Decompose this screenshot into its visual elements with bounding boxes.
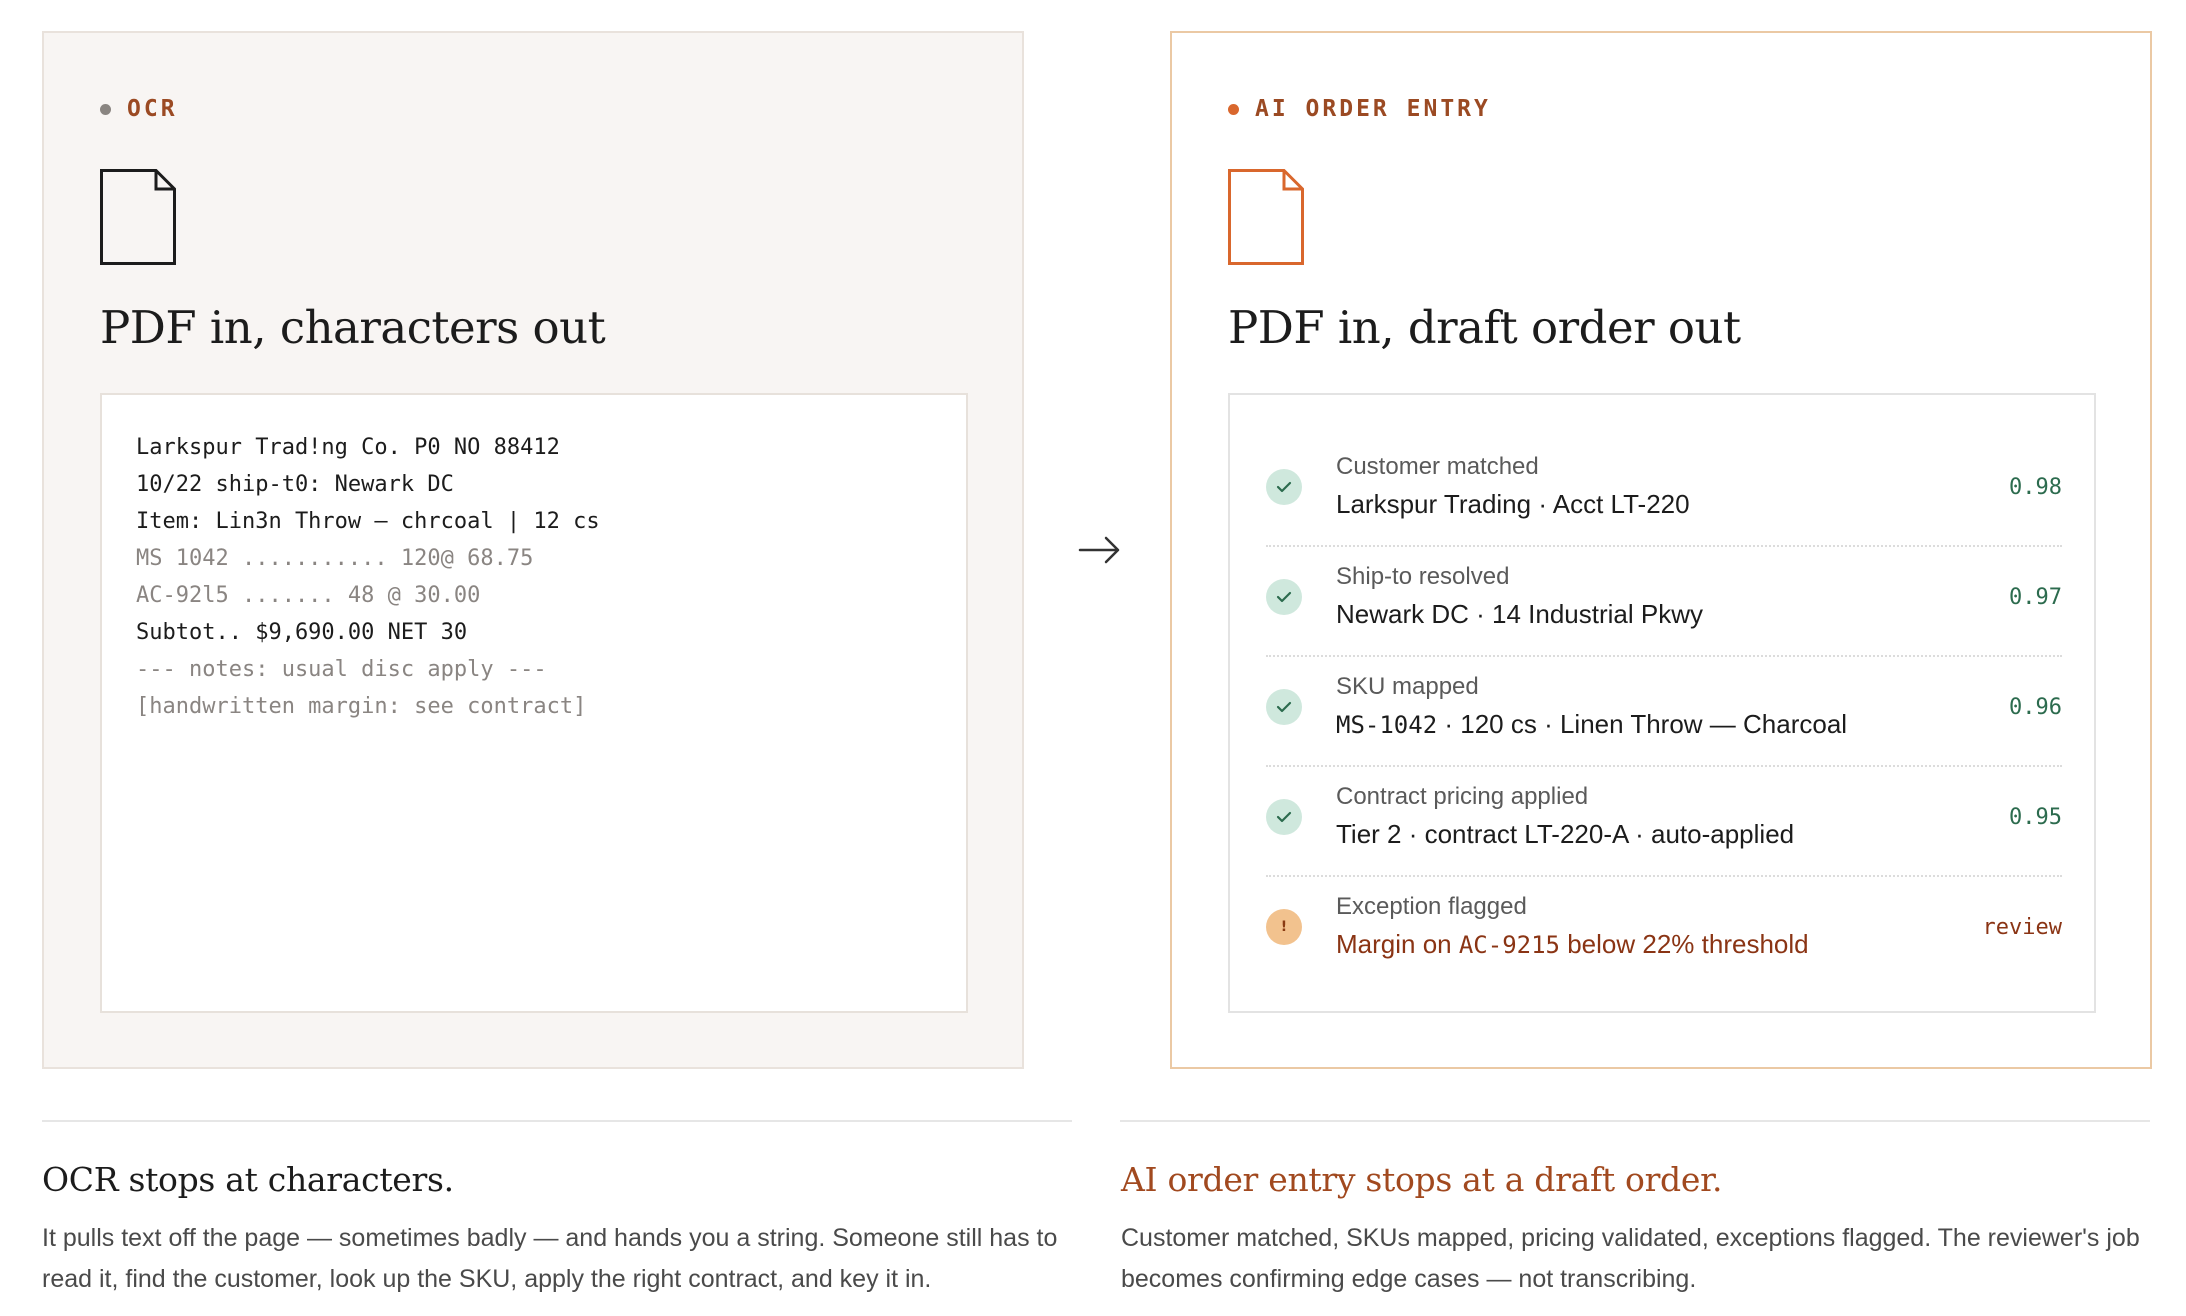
- sku-code: AC-9215: [1458, 931, 1560, 959]
- check-icon: [1266, 689, 1302, 725]
- ocr-line: [handwritten margin: see contract]: [136, 694, 587, 719]
- row-value: [1336, 929, 1809, 960]
- ocr-line: 10/22 ship-t0: Newark DC: [136, 472, 454, 497]
- divider: [42, 1120, 1072, 1122]
- confidence-score: 0.96: [2009, 695, 2062, 720]
- list-item: [1266, 435, 2062, 545]
- ocr-output: [136, 429, 600, 725]
- document-icon: [1228, 169, 1304, 265]
- ocr-line: Larkspur Trad!ng Co. P0 NO 88412: [136, 435, 560, 460]
- ocr-caption-body: It pulls text off the page — sometimes badly — and hands you a string. Someone still has to read it, find the customer, look up the SKU, apply the right contract, and key it in.: [42, 1224, 1058, 1293]
- document-icon: [100, 169, 176, 265]
- sku-code: MS-1042: [1336, 711, 1438, 739]
- ocr-caption-title: OCR stops at characters.: [42, 1160, 454, 1199]
- arrow-right-icon: [1078, 534, 1122, 566]
- ocr-label: [100, 95, 178, 123]
- ai-label-text: AI ORDER ENTRY: [1255, 96, 1491, 122]
- ai-caption-title: AI order entry stops at a draft order.: [1121, 1160, 1723, 1199]
- status-dot: [1228, 104, 1239, 115]
- row-value: [1336, 709, 1847, 740]
- exception-text: below 22% threshold: [1560, 929, 1809, 959]
- row-label: SKU mapped: [1336, 673, 1479, 700]
- ocr-label-text: OCR: [127, 96, 178, 122]
- ocr-title: PDF in, characters out: [100, 301, 606, 354]
- divider: [1120, 1120, 2150, 1122]
- ai-label: [1228, 95, 1491, 123]
- row-value: Newark DC · 14 Industrial Pkwy: [1336, 599, 1703, 629]
- confidence-score: 0.97: [2009, 585, 2062, 610]
- row-label: Contract pricing applied: [1336, 783, 1589, 810]
- draft-order-list: [1266, 435, 2062, 985]
- ai-order-entry-panel: [1170, 31, 2152, 1069]
- ocr-line: Subtot.. $9,690.00 NET 30: [136, 620, 468, 645]
- sku-details: · 120 cs · Linen Throw — Charcoal: [1437, 709, 1848, 739]
- row-value: Tier 2 · contract LT-220-A · auto-applied: [1336, 819, 1795, 849]
- confidence-score: 0.95: [2009, 805, 2062, 830]
- confidence-score: 0.98: [2009, 475, 2062, 500]
- ocr-line: Item: Lin3n Throw — chrcoal | 12 cs: [136, 509, 600, 534]
- row-label: Customer matched: [1336, 453, 1539, 480]
- ai-caption-body: Customer matched, SKUs mapped, pricing validated, exceptions flagged. The reviewer's job becomes confirming edge cases — not transcribing.: [1121, 1224, 2140, 1293]
- row-value: Larkspur Trading · Acct LT-220: [1336, 489, 1690, 519]
- list-item: [1266, 655, 2062, 765]
- list-item: [1266, 875, 2062, 985]
- ocr-line: --- notes: usual disc apply ---: [136, 657, 547, 682]
- exclamation-icon: !: [1266, 909, 1302, 945]
- ocr-line: AC-92l5 ....... 48 @ 30.00: [136, 583, 481, 608]
- row-label: Exception flagged: [1336, 893, 1527, 920]
- ocr-text-box: [100, 393, 968, 1013]
- check-icon: [1266, 579, 1302, 615]
- ocr-line: MS 1042 ........... 120@ 68.75: [136, 546, 534, 571]
- ocr-panel: [42, 31, 1024, 1069]
- draft-order-box: [1228, 393, 2096, 1013]
- check-icon: [1266, 799, 1302, 835]
- row-label: Ship-to resolved: [1336, 563, 1510, 590]
- exception-text: Margin on: [1336, 929, 1459, 959]
- list-item: [1266, 765, 2062, 875]
- ai-title: PDF in, draft order out: [1228, 301, 1741, 354]
- status-dot: [100, 104, 111, 115]
- check-icon: [1266, 469, 1302, 505]
- list-item: [1266, 545, 2062, 655]
- review-tag: review: [1982, 915, 2062, 940]
